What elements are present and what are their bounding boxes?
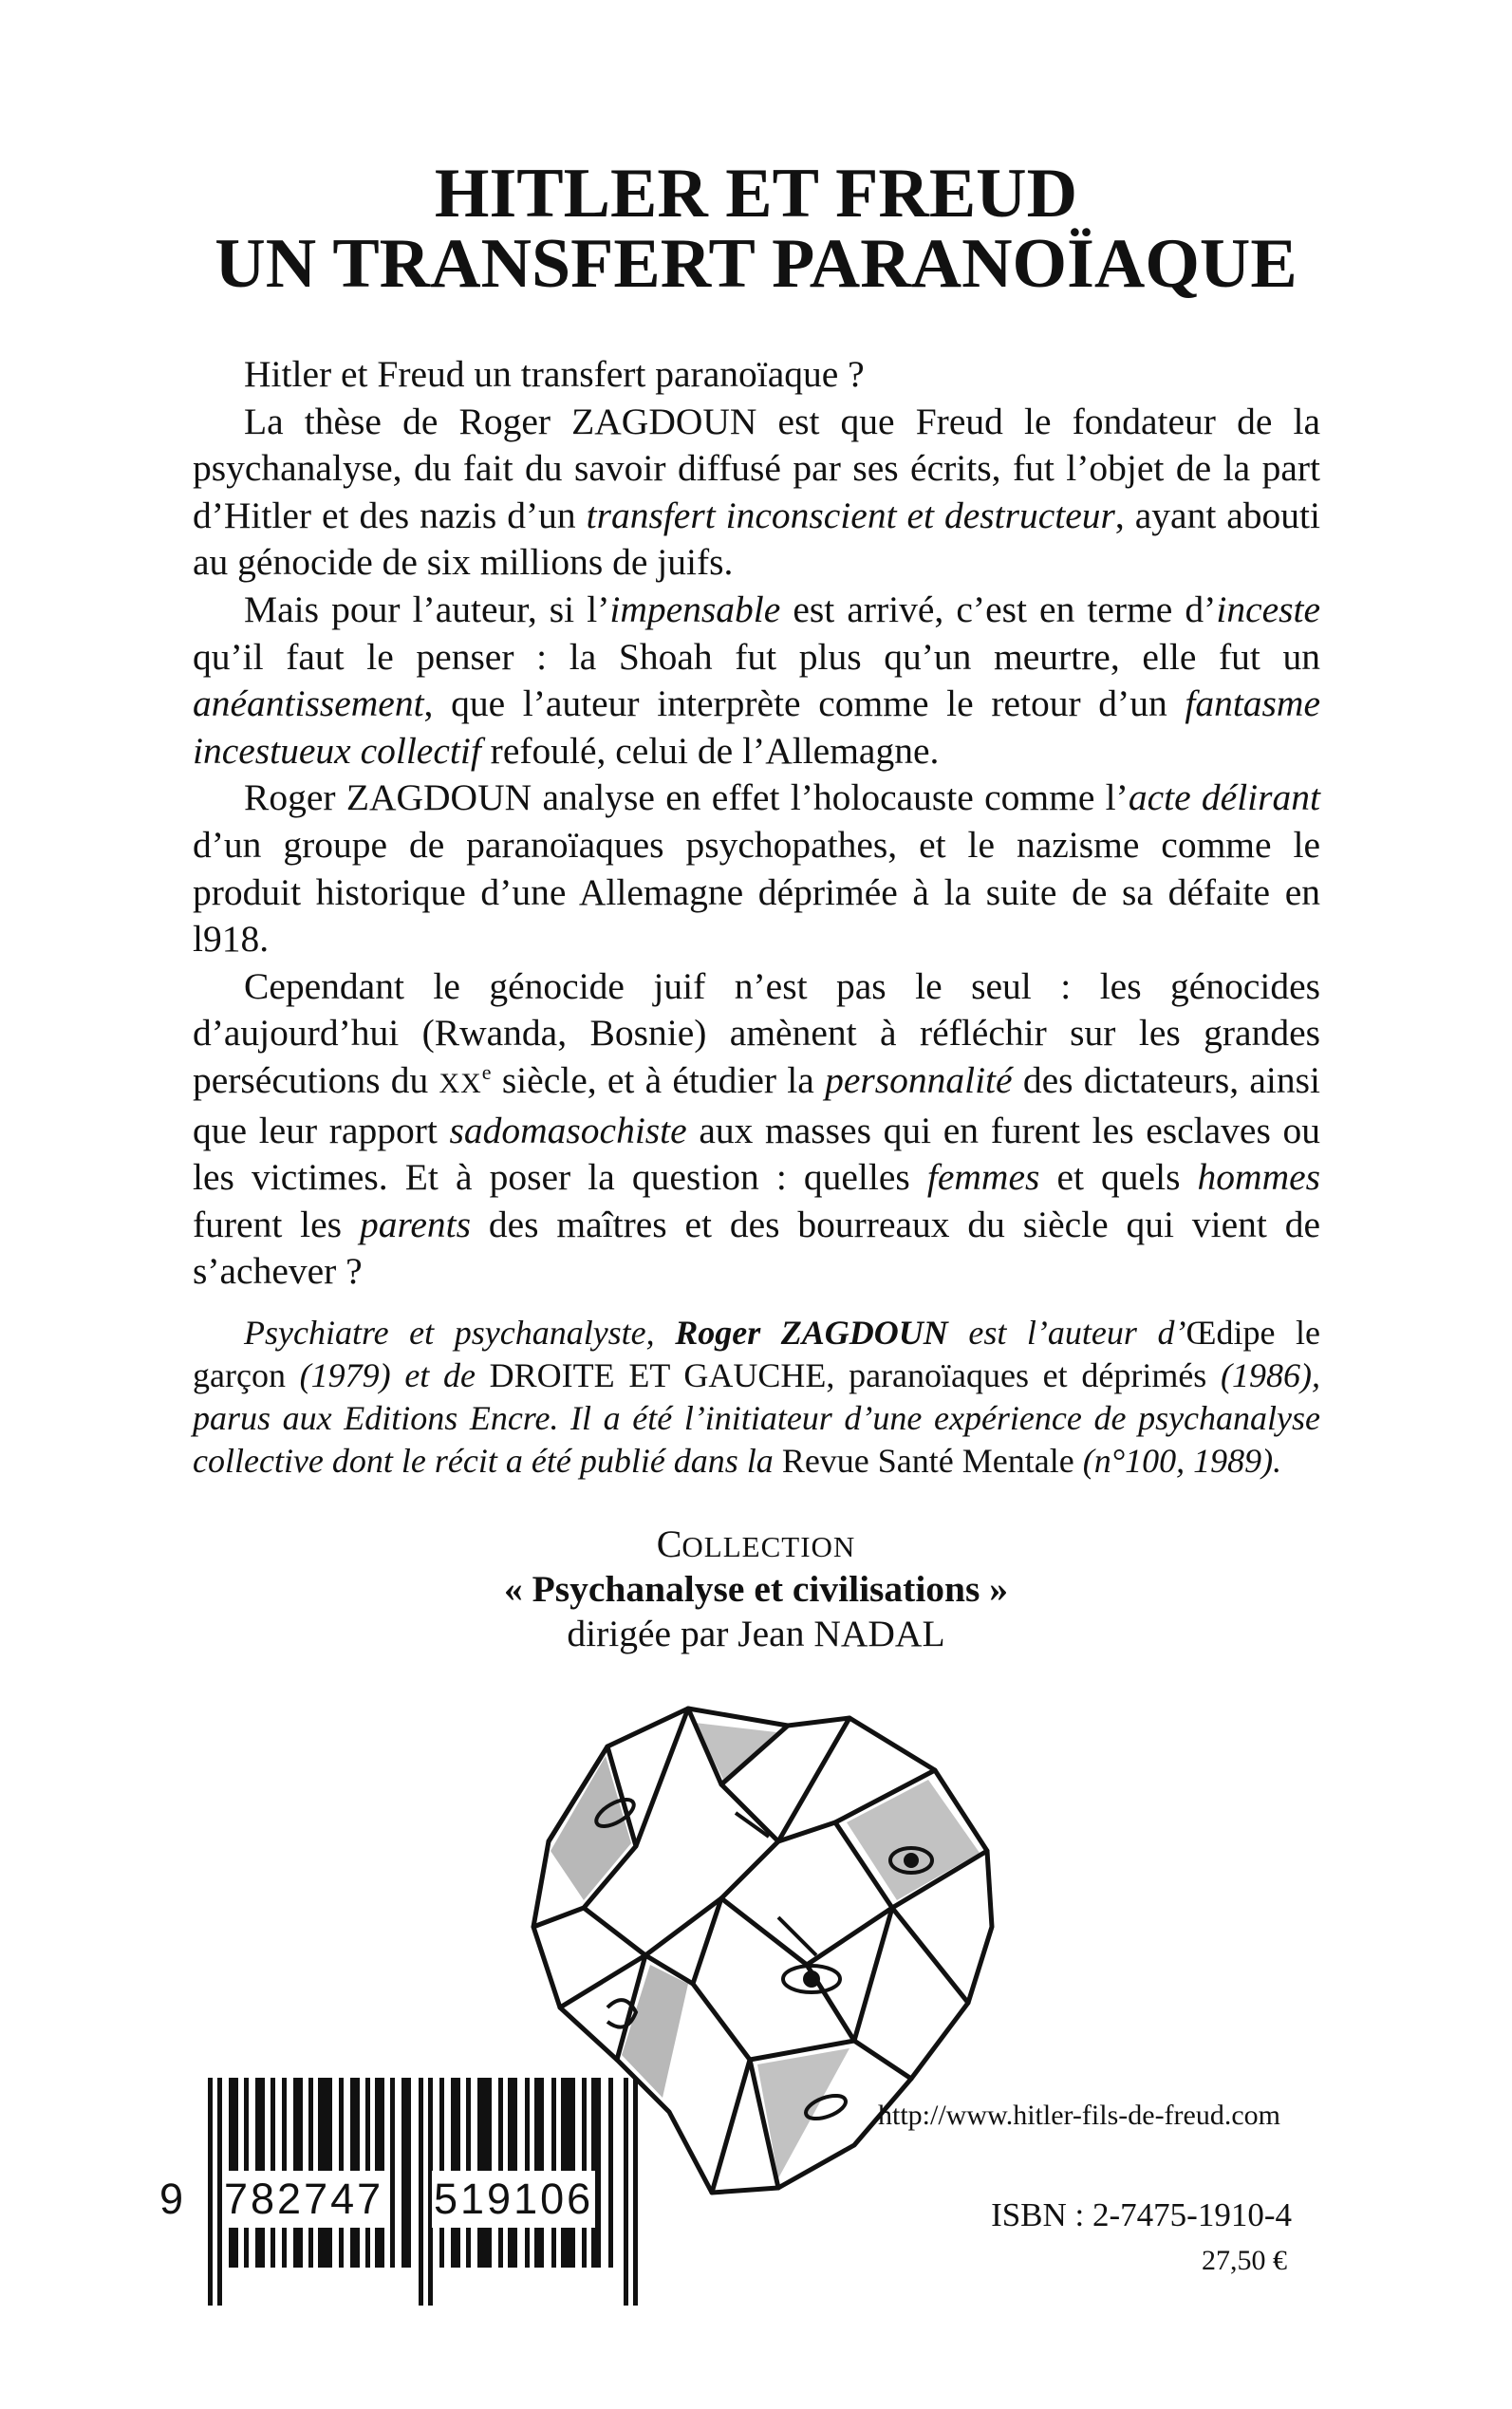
price: 27,50 € (1202, 2245, 1287, 2276)
barcode-first-digit: 9 (159, 2175, 187, 2223)
collection-label: COLLECTION (656, 1522, 856, 1565)
blurb-paragraph-2: La thèse de Roger ZAGDOUN est que Freud le fondateur de la psychanalyse, du fait du savoir diffusé par ses écrits, fut l’objet de la part d’Hitler et des nazis d’un transfert inconscient et destructeur, ayant abouti au génocide de six millions de juifs. (193, 400, 1320, 584)
author-bio: Psychiatre et psychanalyste, Roger ZAGDOUN est l’auteur d’Œdipe le garçon (1979) et de DROITE ET GAUCHE, paranoïaques et déprimés (1986), parus aux Editions Encre. Il a été l’initiateur d’une expérience de psychanalyse collective dont le récit a été publié dans la Revue Santé Mentale (n°100, 1989). (193, 1314, 1320, 1480)
isbn: ISBN : 2-7475-1910-4 (991, 2196, 1292, 2233)
back-cover-blurb (193, 351, 1320, 1296)
book-title-line-2: UN TRANSFERT PARANOÏAQUE (215, 225, 1297, 303)
collection-name: « Psychanalyse et civilisations » (503, 1568, 1009, 1610)
blurb-paragraph-1: Hitler et Freud un transfert paranoïaque ? (244, 353, 865, 395)
collection-director: dirigée par Jean NADAL (567, 1613, 945, 1654)
barcode-group-1: 782747 (222, 2171, 385, 2228)
barcode-digits (159, 2171, 653, 2228)
blurb-paragraph-5: Cependant le génocide juif n’est pas le seul : les génocides d’aujourd’hui (Rwanda, Bosnie) amènent à réfléchir sur les grandes persécutions du XXe siècle, et à étudier la personnalité des dictateurs, ainsi que leur rapport sadomasochiste aux masses qui en furent les esclaves ou les victimes. Et à poser la question : quelles femmes et quels hommes furent les parents des maîtres et des bourreaux du siècle qui vient de s’achever ? (193, 964, 1321, 1293)
website-url[interactable]: http://www.hitler-fils-de-freud.com (878, 2100, 1280, 2131)
blurb-paragraph-4: Roger ZAGDOUN analyse en effet l’holocauste comme l’acte délirant d’un groupe de paranoïaques psychopathes, et le nazisme comme le produit historique d’une Allemagne déprimée à la suite de sa défaite en l918. (193, 776, 1320, 961)
barcode-group-2: 519106 (432, 2171, 595, 2228)
blurb-paragraph-3: Mais pour l’auteur, si l’impensable est arrivé, c’est en terme d’inceste qu’il faut le penser : la Shoah fut plus qu’un meurtre, elle fut un anéantissement, que l’auteur interprète comme le retour d’un fantasme incestueux collectif refoulé, celui de l’Allemagne. (193, 588, 1321, 772)
book-title-line-1: HITLER ET FREUD (434, 155, 1078, 233)
